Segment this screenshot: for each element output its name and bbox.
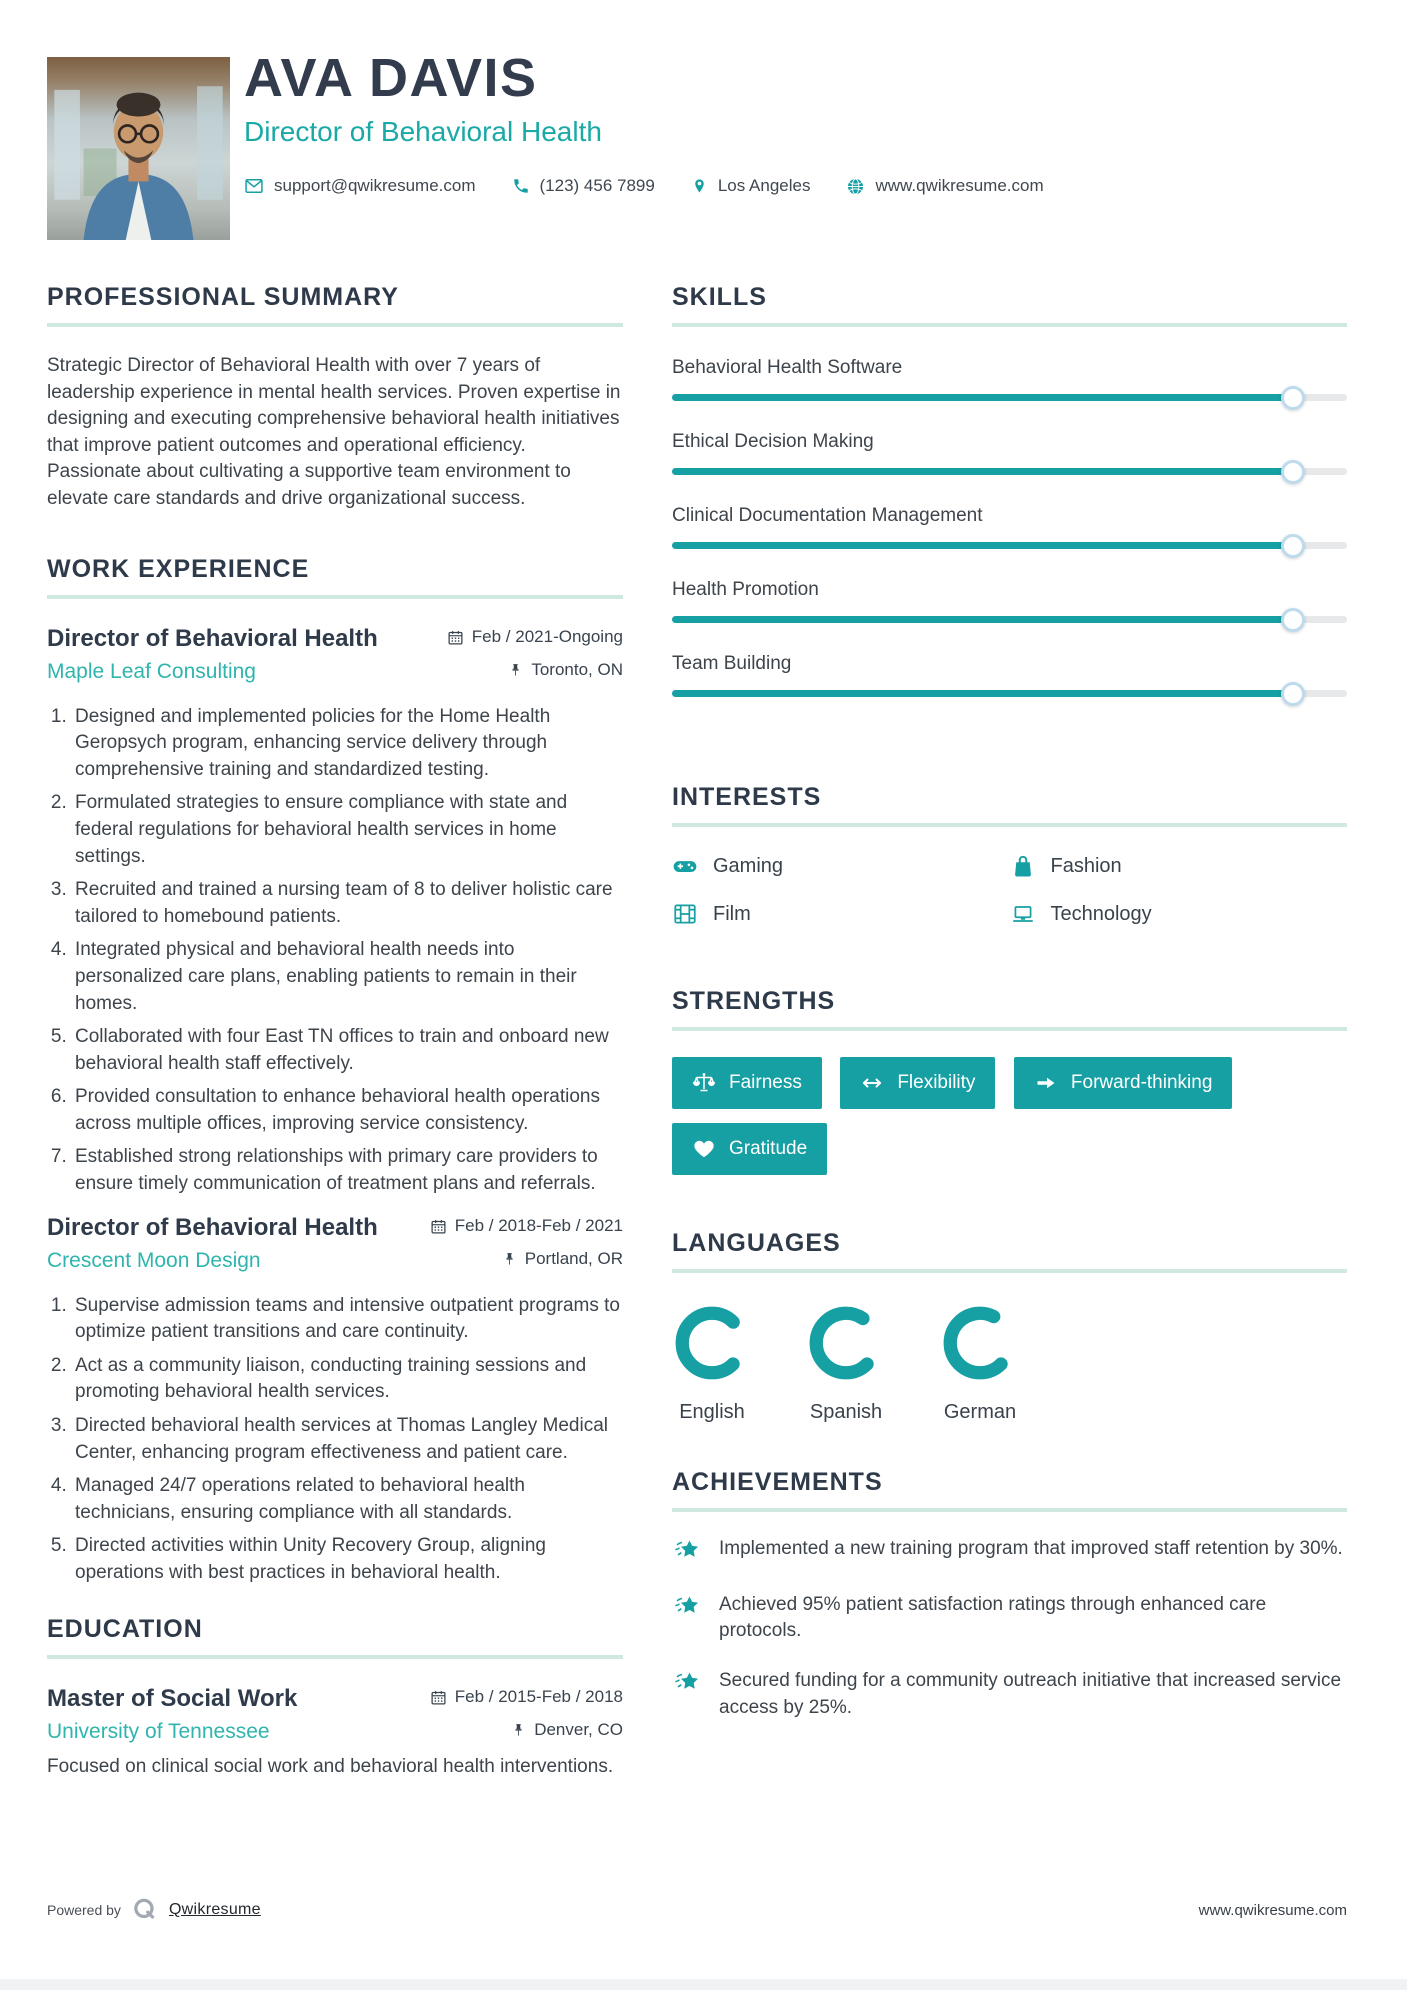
education-location xyxy=(511,1720,623,1740)
map-pin-icon xyxy=(691,177,708,196)
achievement-text: Implemented a new training program that improved staff retention by 30%. xyxy=(719,1538,1343,1559)
gamepad-icon xyxy=(672,853,698,879)
contact-website[interactable] xyxy=(846,176,1043,196)
summary-text: Strategic Director of Behavioral Health with over 7 years of leadership experience in mental health services. Proven expertise in designing and executing comprehensive behavioral health initiatives that improve patient outcomes and operational efficiency. Passionate about cultivating a supportive team environment to elevate care standards and drive organizational success. xyxy=(47,355,621,509)
skill-slider-knob xyxy=(1281,460,1305,484)
job-entry xyxy=(47,1214,623,1587)
job-dates-text: Feb / 2018-Feb / 2021 xyxy=(454,1216,623,1236)
skill-slider xyxy=(672,690,1347,697)
skill-item xyxy=(672,357,1347,401)
education-entry xyxy=(47,1685,623,1781)
laptop-icon xyxy=(1010,901,1036,927)
interest-item xyxy=(672,853,1010,879)
qwikresume-logo xyxy=(131,1896,159,1924)
interests-grid xyxy=(672,853,1347,927)
strength-badge xyxy=(672,1123,827,1175)
job-bullet: 3. Directed behavioral health services at Thomas Langley Medical Center, enhancing program effectiveness and patient care. xyxy=(72,1413,623,1466)
language-progress-ring xyxy=(672,1303,752,1383)
job-bullet: 7. Established strong relationships with primary care providers to ensure timely communication of treatment plans and referrals. xyxy=(72,1144,623,1197)
phone-icon xyxy=(512,177,530,195)
interest-item xyxy=(1010,853,1348,879)
strength-label: Gratitude xyxy=(729,1138,808,1159)
arrow-right-icon xyxy=(1034,1071,1058,1095)
section-divider xyxy=(672,1269,1347,1273)
job-bullet: 5. Collaborated with four East TN offices to train and onboard new behavioral health staff effectively. xyxy=(72,1024,623,1077)
job-bullet: 2. Formulated strategies to ensure compliance with state and federal regulations for behavioral health services in home settings. xyxy=(72,790,623,870)
job-location-text: Portland, OR xyxy=(524,1248,623,1268)
education-heading: EDUCATION xyxy=(47,1614,203,1643)
profile-photo xyxy=(47,57,230,240)
job-bullet: 2. Act as a community liaison, conducting training sessions and promoting behavioral health services. xyxy=(72,1353,623,1406)
job-bullet-list xyxy=(47,704,623,1198)
section-divider xyxy=(672,323,1347,327)
achievement-item xyxy=(672,1592,1347,1644)
column-gap xyxy=(623,285,672,1780)
strength-label: Forward-thinking xyxy=(1070,1072,1213,1093)
contact-location-text: Los Angeles xyxy=(717,176,811,196)
section-divider xyxy=(47,595,623,599)
content-columns xyxy=(47,285,1347,1780)
achievement-item xyxy=(672,1668,1347,1720)
section-divider xyxy=(47,1655,623,1659)
skill-item xyxy=(672,579,1347,623)
achievements-heading: ACHIEVEMENTS xyxy=(672,1468,883,1496)
calendar-icon xyxy=(430,1689,447,1706)
job-bullet: 1. Designed and implemented policies for the Home Health Geropsych program, enhancing service delivery through comprehensive training and standardized testing. xyxy=(72,704,623,784)
skill-slider xyxy=(672,542,1347,549)
job-entry xyxy=(47,625,623,1198)
skill-label: Team Building xyxy=(672,653,792,674)
job-location xyxy=(508,660,623,680)
globe-icon xyxy=(846,177,865,196)
section-education xyxy=(47,1614,623,1781)
pushpin-icon xyxy=(502,1251,517,1267)
strength-badge xyxy=(672,1057,822,1109)
left-column xyxy=(47,285,623,1780)
skill-slider-fill xyxy=(672,616,1293,623)
interests-heading: INTERESTS xyxy=(672,783,822,811)
achievement-text: Secured funding for a community outreach initiative that increased service access by 25%. xyxy=(719,1670,1342,1718)
job-title: Director of Behavioral Health xyxy=(47,624,378,652)
language-item xyxy=(672,1303,752,1424)
strength-label: Flexibility xyxy=(897,1072,976,1093)
section-divider xyxy=(672,823,1347,827)
skill-slider-knob xyxy=(1281,608,1305,632)
section-languages xyxy=(672,1231,1347,1424)
header-info xyxy=(244,48,1080,240)
interest-label: Fashion xyxy=(1050,854,1122,877)
skills-list xyxy=(672,357,1347,697)
strength-badge xyxy=(840,1057,995,1109)
contact-location xyxy=(691,176,811,196)
shopping-bag-icon xyxy=(1010,853,1036,879)
skill-slider xyxy=(672,394,1347,401)
job-location-text: Toronto, ON xyxy=(531,659,623,679)
skill-label: Behavioral Health Software xyxy=(672,357,903,378)
contact-email-text: support@qwikresume.com xyxy=(274,176,476,196)
job-location xyxy=(502,1249,623,1269)
pushpin-icon xyxy=(508,662,523,678)
language-item xyxy=(940,1303,1020,1424)
interest-item xyxy=(672,901,1010,927)
languages-list xyxy=(672,1303,1347,1424)
job-bullet: 5. Directed activities within Unity Recovery Group, aligning operations with best practices in behavioral health. xyxy=(72,1533,623,1586)
job-bullet: 4. Managed 24/7 operations related to behavioral health technicians, ensuring compliance with all standards. xyxy=(72,1473,623,1526)
skills-heading: SKILLS xyxy=(672,283,767,311)
job-bullet: 4. Integrated physical and behavioral health needs into personalized care plans, enabling patients to remain in their homes. xyxy=(72,937,623,1017)
interest-label: Film xyxy=(713,902,751,925)
achievement-text: Achieved 95% patient satisfaction ratings through enhanced care protocols. xyxy=(719,1594,1267,1642)
job-company: Maple Leaf Consulting xyxy=(47,659,256,683)
skill-item xyxy=(672,505,1347,549)
strengths-heading: STRENGTHS xyxy=(672,987,836,1015)
contact-phone-text: (123) 456 7899 xyxy=(539,176,655,196)
language-progress-ring xyxy=(940,1303,1020,1383)
language-item xyxy=(806,1303,886,1424)
skill-label: Health Promotion xyxy=(672,579,819,600)
job-company: Crescent Moon Design xyxy=(47,1248,261,1272)
job-dates xyxy=(447,627,623,647)
job-bullet: 6. Provided consultation to enhance behavioral health operations across multiple offices, improving service consistency. xyxy=(72,1084,623,1137)
skill-item xyxy=(672,653,1347,697)
skill-slider-fill xyxy=(672,542,1293,549)
skill-slider-knob xyxy=(1281,386,1305,410)
skill-slider xyxy=(672,468,1347,475)
contact-phone[interactable] xyxy=(512,176,655,196)
contact-row xyxy=(244,176,1080,196)
languages-heading: LANGUAGES xyxy=(672,1229,841,1257)
education-note: Focused on clinical social work and behavioral health interventions. xyxy=(47,1755,614,1777)
skill-label: Clinical Documentation Management xyxy=(672,505,983,526)
skill-slider-fill xyxy=(672,468,1293,475)
job-bullet: 3. Recruited and trained a nursing team of 8 to deliver holistic care tailored to homebound patients. xyxy=(72,877,623,930)
profile-photo-illustration xyxy=(47,57,230,240)
calendar-icon xyxy=(430,1218,447,1235)
skill-slider xyxy=(672,616,1347,623)
job-title: Director of Behavioral Health xyxy=(47,1213,378,1241)
person-job-title: Director of Behavioral Health xyxy=(244,116,602,148)
strengths-badges xyxy=(672,1057,1347,1189)
star-icon xyxy=(672,1592,704,1624)
film-strip-icon xyxy=(672,901,698,927)
language-label: German xyxy=(943,1401,1017,1423)
section-strengths xyxy=(672,989,1347,1189)
resume-header xyxy=(47,48,1347,240)
strength-label: Fairness xyxy=(729,1072,802,1093)
powered-by-text: Powered by xyxy=(47,1902,121,1918)
left-right-arrow-icon xyxy=(860,1071,884,1095)
section-achievements xyxy=(672,1470,1347,1721)
achievement-item xyxy=(672,1536,1347,1568)
section-skills xyxy=(672,285,1347,697)
work-heading: WORK EXPERIENCE xyxy=(47,554,310,583)
calendar-icon xyxy=(447,629,464,646)
job-dates xyxy=(430,1216,623,1236)
language-progress-ring xyxy=(806,1303,886,1383)
star-icon xyxy=(672,1668,704,1700)
footer-website-link[interactable]: www.qwikresume.com xyxy=(1198,1901,1347,1919)
qwikresume-link[interactable]: Qwikresume xyxy=(168,1901,261,1918)
school-name: University of Tennessee xyxy=(47,1719,270,1743)
contact-email[interactable] xyxy=(244,176,476,196)
job-dates-text: Feb / 2021-Ongoing xyxy=(471,627,623,647)
skill-slider-fill xyxy=(672,394,1293,401)
interest-label: Gaming xyxy=(713,854,784,877)
degree-title: Master of Social Work xyxy=(47,1684,298,1712)
education-dates-text: Feb / 2015-Feb / 2018 xyxy=(454,1687,623,1707)
achievements-list xyxy=(672,1536,1347,1721)
interest-label: Technology xyxy=(1050,902,1152,925)
interest-item xyxy=(1010,901,1348,927)
scales-icon xyxy=(692,1071,716,1095)
page-footer xyxy=(47,1896,1347,1924)
contact-website-text: www.qwikresume.com xyxy=(875,176,1044,196)
pushpin-icon xyxy=(511,1722,526,1738)
page-bottom-strip xyxy=(0,1979,1407,1990)
section-divider xyxy=(672,1508,1347,1512)
section-divider xyxy=(47,323,623,327)
job-bullet: 1. Supervise admission teams and intensive outpatient programs to optimize patient transitions and care continuity. xyxy=(72,1293,623,1346)
star-icon xyxy=(672,1536,704,1568)
powered-by xyxy=(47,1896,261,1924)
skill-slider-knob xyxy=(1281,682,1305,706)
education-dates xyxy=(430,1687,623,1707)
skill-item xyxy=(672,431,1347,475)
summary-heading: PROFESSIONAL SUMMARY xyxy=(47,283,399,311)
language-label: English xyxy=(679,1401,745,1423)
heart-icon xyxy=(692,1137,716,1161)
section-work-experience xyxy=(47,554,623,1587)
skill-slider-fill xyxy=(672,690,1293,697)
education-location-text: Denver, CO xyxy=(534,1719,623,1739)
person-name: AVA DAVIS xyxy=(244,48,538,108)
section-divider xyxy=(672,1027,1347,1031)
job-bullet-list xyxy=(47,1293,623,1587)
skill-slider-knob xyxy=(1281,534,1305,558)
skill-label: Ethical Decision Making xyxy=(672,431,874,452)
envelope-icon xyxy=(244,176,264,196)
section-interests xyxy=(672,785,1347,927)
strength-badge xyxy=(1014,1057,1233,1109)
right-column xyxy=(672,285,1347,1780)
section-professional-summary xyxy=(47,285,623,513)
language-label: Spanish xyxy=(809,1401,883,1423)
